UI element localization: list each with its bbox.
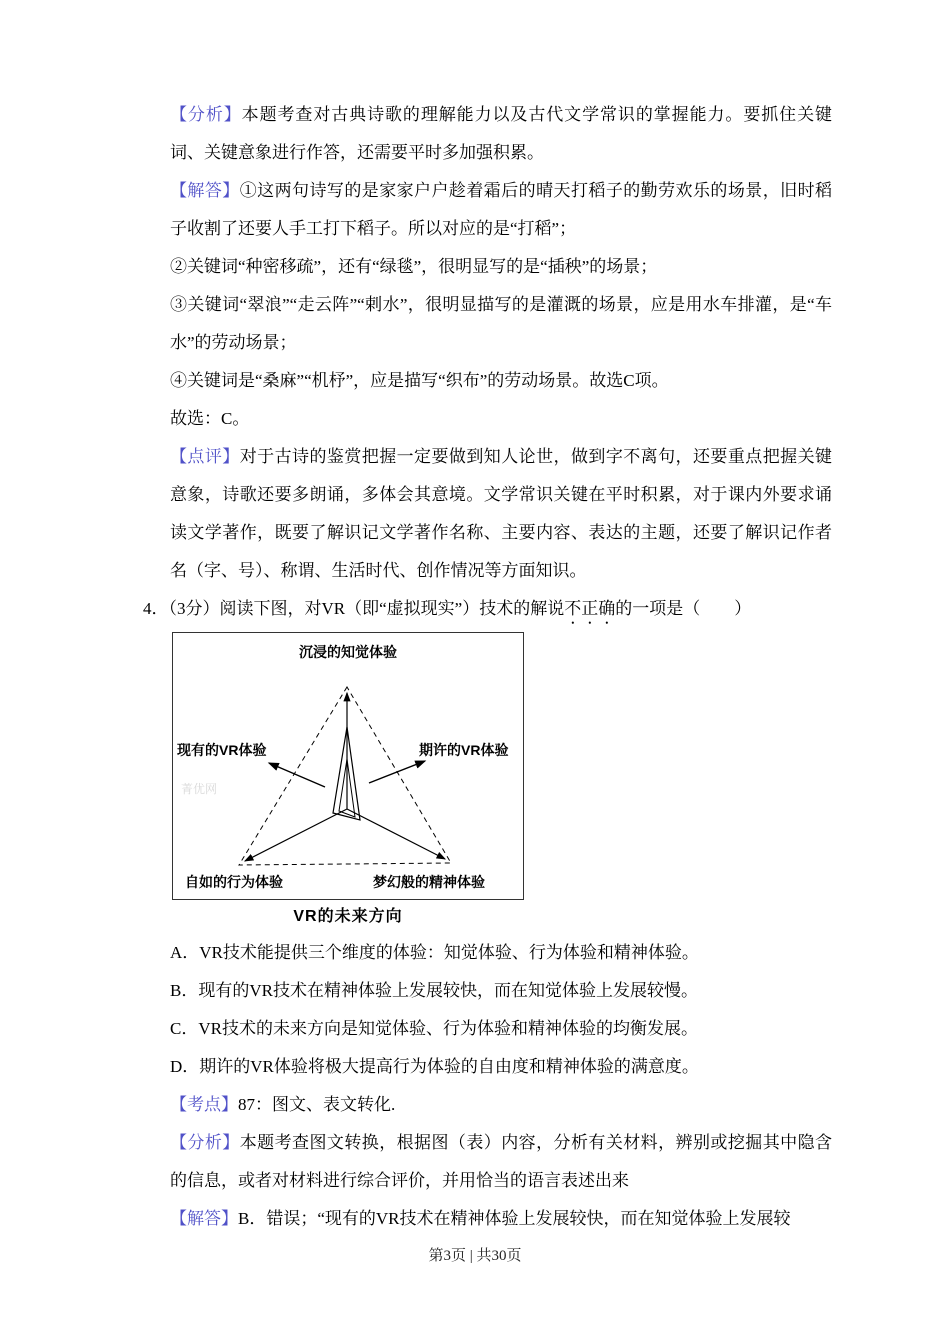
callout-arrow-left: [269, 763, 325, 787]
diagram-label-right: 期许的VR体验: [419, 742, 509, 758]
callout-arrow-right: [369, 761, 425, 783]
answer-step-2: [170, 248, 832, 286]
page-content: [143, 96, 833, 1238]
option-d: D．期许的VR体验将极大提高行为体验的自由度和精神体验的满意度。: [170, 1057, 699, 1076]
answer-conclusion: [170, 400, 832, 438]
diagram-label-top: 沉浸的知觉体验: [299, 644, 397, 660]
answer-paragraph-2: [170, 1200, 832, 1238]
paragraph-text: 故选：C。: [170, 409, 250, 428]
section-tag-comment: 【点评】: [170, 447, 240, 466]
question-4-suffix: 的一项是（ ）: [615, 599, 752, 618]
question-4: [143, 590, 832, 628]
paragraph-text: 87：图文、表文转化.: [238, 1095, 396, 1114]
comment-paragraph: [170, 438, 832, 590]
question-4-emphasis: 不正确: [564, 599, 616, 618]
axis-arrow-bottom-right: [347, 809, 445, 859]
dashed-triangle: [239, 687, 451, 865]
section-tag-analysis: 【分析】: [170, 105, 242, 124]
watermark-text: 菁优网: [181, 782, 218, 796]
paragraph-text: ③关键词“翠浪”“走云阵”“剌水”，很明显描写的是灌溉的场景，应是用水车排灌，是“车水”的劳动场景；: [170, 295, 832, 352]
paragraph-text: 本题考查图文转换，根据图（表）内容，分析有关材料，辨别或挖掘其中隐含的信息，或者对材料进行综合评价，并用恰当的语言表述出来: [170, 1133, 833, 1190]
knowledge-point-paragraph: [170, 1086, 832, 1124]
page-footer: 第3页 | 共30页: [428, 1248, 522, 1264]
paragraph-text: ②关键词“种密移疏”，还有“绿毯”，很明显写的是“插秧”的场景；: [170, 257, 658, 276]
option-a: A．VR技术能提供三个维度的体验：知觉体验、行为体验和精神体验。: [170, 943, 699, 962]
vr-radar-chart: [173, 633, 523, 899]
answer-step-4: [170, 362, 832, 400]
section-tag-knowledge-point: 【考点】: [170, 1095, 238, 1114]
section-tag-answer-2: 【解答】: [170, 1209, 238, 1228]
analysis-paragraph: [170, 96, 832, 172]
paragraph-text: ①这两句诗写的是家家户户趁着霜后的晴天打稻子的勤劳欢乐的场景，旧时稻子收割了还要人手工打下稻子。所以对应的是“打稻”；: [170, 181, 833, 238]
axis-arrow-bottom-left: [245, 809, 347, 861]
analysis-paragraph-2: [170, 1124, 832, 1200]
diagram-caption: VR的未来方向: [293, 908, 403, 925]
vr-diagram-frame: [172, 632, 524, 900]
diagram-label-bottom-right: 梦幻般的精神体验: [373, 874, 485, 890]
answer-step-3: [170, 286, 832, 362]
question-4-prefix: 4．（3分）阅读下图，对VR（即“虚拟现实”）技术的解说: [143, 599, 565, 618]
diagram-label-bottom-left: 自如的行为体验: [185, 874, 283, 890]
paragraph-text: 对于古诗的鉴赏把握一定要做到知人论世，做到字不离句，还要重点把握关键意象，诗歌还要多朗诵，多体会其意境。文学常识关键在平时积累，对于课内外要求诵读文学著作，既要了解识记文学著作名称、主要内容、表达的主题，还要了解识记作者名（字、号）、称谓、生活时代、创作情况等方面知识。: [170, 447, 833, 580]
paragraph-text: ④关键词是“桑麻”“机杼”，应是描写“织布”的劳动场景。故选C项。: [170, 371, 669, 390]
section-tag-answer: 【解答】: [170, 181, 240, 200]
answer-paragraph: [170, 172, 832, 248]
paragraph-text: B．错误；“现有的VR技术在精神体验上发展较快，而在知觉体验上发展较: [238, 1209, 791, 1228]
option-b: B．现有的VR技术在精神体验上发展较快，而在知觉体验上发展较慢。: [170, 981, 698, 1000]
paragraph-text: 本题考查对古典诗歌的理解能力以及古代文学常识的掌握能力。要抓住关键词、关键意象进行作答，还需要平时多加强积累。: [170, 105, 833, 162]
option-c: C．VR技术的未来方向是知觉体验、行为体验和精神体验的均衡发展。: [170, 1019, 698, 1038]
vr-diagram: [172, 632, 524, 926]
section-tag-analysis-2: 【分析】: [170, 1133, 240, 1152]
diagram-label-left: 现有的VR体验: [177, 742, 267, 758]
